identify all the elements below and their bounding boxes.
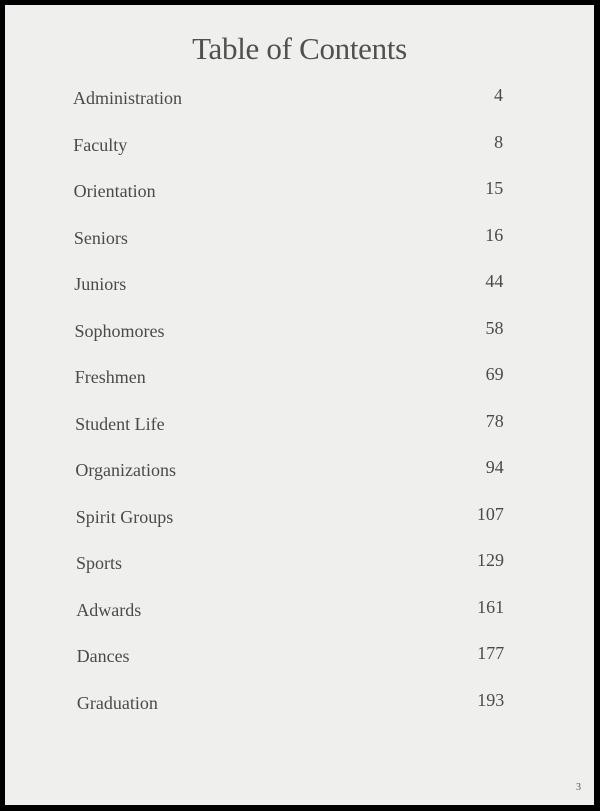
toc-entry-dances	[76, 643, 537, 670]
toc-entry-label: Graduation	[76, 692, 158, 713]
toc-entry-label: Seniors	[73, 227, 128, 248]
toc-entry-sophomores	[74, 317, 535, 345]
toc-entry-page: 177	[477, 643, 505, 663]
toc-entry-organizations	[75, 457, 535, 484]
toc-entry-seniors	[73, 224, 534, 252]
toc-entry-label: Orientation	[73, 181, 156, 201]
toc-entry-page: 4	[494, 85, 503, 105]
toc-entry-label: Sports	[76, 553, 123, 573]
toc-entry-page: 58	[485, 317, 504, 338]
toc-entry-graduation	[76, 689, 537, 717]
toc-entry-adwards	[76, 596, 536, 624]
document-page	[5, 5, 594, 805]
toc-entry-student-life	[75, 410, 535, 438]
toc-entry-juniors	[74, 271, 534, 298]
toc-entry-label: Dances	[76, 646, 130, 666]
toc-entry-page: 69	[485, 364, 504, 384]
toc-entry-label: Organizations	[75, 460, 177, 480]
toc-entry-page: 107	[476, 503, 504, 524]
toc-entry-label: Adwards	[76, 599, 142, 620]
toc-entry-label: Juniors	[74, 274, 127, 294]
toc-entry-page: 129	[477, 550, 504, 570]
page-number: 3	[576, 782, 581, 793]
toc-entry-orientation	[73, 178, 534, 205]
toc-entry-spirit-groups	[75, 503, 536, 531]
toc-entry-page: 8	[494, 131, 504, 152]
toc-entry-page: 16	[485, 224, 504, 245]
toc-entry-page: 15	[485, 178, 504, 198]
toc-entry-label: Student Life	[75, 413, 165, 434]
toc-entry-page: 193	[477, 689, 505, 710]
toc-entry-label: Administration	[73, 88, 182, 108]
toc-entry-freshmen	[74, 364, 535, 391]
toc-entry-page: 94	[485, 457, 504, 477]
toc-entry-page: 44	[485, 271, 504, 291]
toc-entry-faculty	[73, 131, 533, 159]
toc-list	[5, 5, 594, 805]
page-title: Table of Contents	[192, 31, 407, 66]
toc-entry-label: Freshmen	[74, 367, 146, 387]
toc-entry-label: Sophomores	[74, 320, 165, 341]
toc-entry-sports	[76, 550, 536, 577]
toc-entry-page: 161	[477, 596, 505, 617]
toc-entry-administration	[73, 85, 533, 112]
toc-entry-label: Spirit Groups	[75, 506, 174, 527]
toc-entry-page: 78	[485, 410, 504, 431]
toc-entry-label: Faculty	[73, 134, 128, 155]
